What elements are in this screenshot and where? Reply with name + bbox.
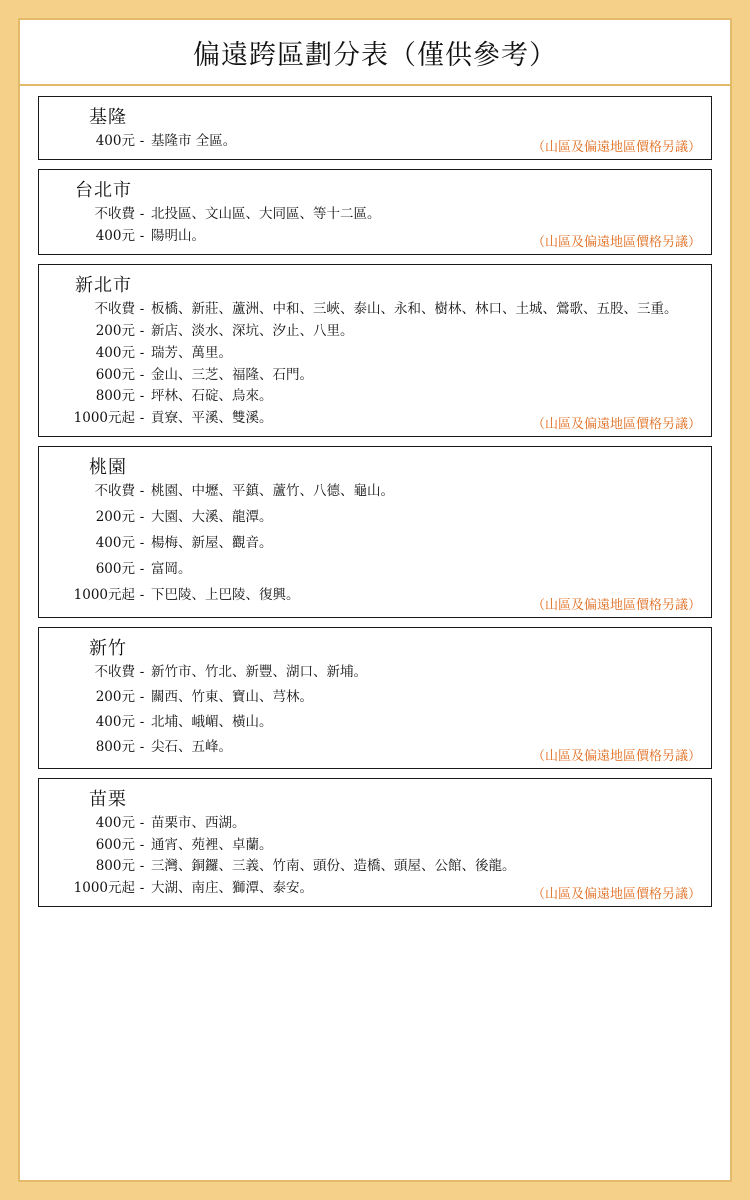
zone-title: 桃園 (89, 457, 127, 479)
dash: - (139, 713, 145, 730)
price-label: 600元 (95, 366, 135, 383)
page-title: 偏遠跨區劃分表（僅供參考） (193, 39, 557, 71)
dash: - (139, 483, 145, 500)
places-label: 富岡。 (151, 561, 192, 578)
dash: - (139, 410, 145, 427)
zone-note: （山區及偏遠地區價格另議） (531, 597, 701, 613)
dash: - (139, 688, 145, 705)
price-table-page (18, 18, 732, 1182)
dash: - (139, 836, 145, 853)
dash: - (139, 663, 145, 680)
price-label: 400元 (95, 535, 135, 552)
zone-title: 苗栗 (89, 788, 127, 810)
places-label: 板橋、新莊、蘆洲、中和、三峽、泰山、永和、樹林、林口、土城、鶯歌、五股、三重。 (151, 300, 678, 317)
price-row (49, 386, 701, 407)
places-label: 金山、三芝、福隆、石門。 (151, 366, 313, 383)
zone-title: 基隆 (89, 107, 127, 128)
price-label: 600元 (95, 836, 135, 853)
dash: - (139, 586, 145, 603)
price-row (49, 687, 701, 708)
dash: - (139, 300, 145, 317)
places-label: 北埔、峨嵋、橫山。 (151, 713, 273, 730)
price-row (49, 204, 701, 225)
price-row (49, 533, 701, 554)
places-label: 貢寮、平溪、雙溪。 (151, 410, 273, 427)
places-label: 新竹市、竹北、新豐、湖口、新埔。 (151, 663, 367, 680)
dash: - (139, 858, 145, 875)
places-label: 大湖、南庄、獅潭、泰安。 (151, 880, 313, 897)
price-label: 800元 (95, 858, 135, 875)
dash: - (139, 814, 145, 831)
price-row (49, 835, 701, 856)
price-label: 1000元起 (73, 410, 135, 427)
zone-card-new-taipei (38, 264, 712, 438)
zone-note: （山區及偏遠地區價格另議） (531, 234, 701, 250)
price-label: 600元 (95, 561, 135, 578)
places-label: 新店、淡水、深坑、汐止、八里。 (151, 322, 354, 339)
dash: - (139, 205, 145, 222)
price-row (49, 321, 701, 342)
price-label: 200元 (95, 509, 135, 526)
zone-note: （山區及偏遠地區價格另議） (531, 417, 701, 433)
places-label: 大園、大溪、龍潭。 (151, 509, 273, 526)
zone-title: 台北市 (75, 179, 132, 201)
zone-card-miaoli (38, 778, 712, 908)
dash: - (139, 344, 145, 361)
dash: - (139, 227, 145, 244)
price-label: 400元 (95, 814, 135, 831)
zone-title: 新北市 (75, 274, 132, 296)
zone-card-taoyuan (38, 446, 712, 618)
places-label: 楊梅、新屋、觀音。 (151, 535, 273, 552)
places-label: 坪林、石碇、烏來。 (151, 388, 273, 405)
price-label: 不收費 (94, 663, 135, 680)
price-label: 400元 (95, 344, 135, 361)
dash: - (139, 388, 145, 405)
dash: - (139, 133, 145, 149)
price-row (49, 813, 701, 834)
price-label: 200元 (95, 322, 135, 339)
zone-rows (49, 481, 701, 606)
zone-note: （山區及偏遠地區價格另議） (531, 887, 701, 903)
dash: - (139, 322, 145, 339)
dash: - (139, 509, 145, 526)
page-header (20, 20, 730, 86)
price-label: 不收費 (94, 483, 135, 500)
dash: - (139, 366, 145, 383)
places-label: 三灣、銅鑼、三義、竹南、頭份、造橋、頭屋、公館、後龍。 (151, 858, 516, 875)
price-row (49, 343, 701, 364)
price-label: 200元 (95, 688, 135, 705)
price-label: 800元 (95, 738, 135, 755)
zone-note: （山區及偏遠地區價格另議） (531, 139, 701, 155)
dash: - (139, 880, 145, 897)
price-row (49, 507, 701, 528)
zone-title: 新竹 (89, 637, 127, 659)
price-row (49, 662, 701, 683)
zone-rows (49, 299, 701, 433)
price-row (49, 856, 701, 877)
places-label: 桃園、中壢、平鎮、蘆竹、八德、龜山。 (151, 483, 394, 500)
places-label: 下巴陵、上巴陵、復興。 (151, 586, 300, 603)
places-label: 苗栗市、西湖。 (151, 814, 246, 831)
price-label: 400元 (95, 713, 135, 730)
zone-rows (49, 662, 701, 758)
places-label: 基隆市 全區。 (151, 133, 237, 149)
price-label: 400元 (95, 227, 135, 244)
zone-card-hsinchu (38, 627, 712, 769)
places-label: 尖石、五峰。 (151, 738, 232, 755)
zones-container (20, 86, 730, 922)
dash: - (139, 561, 145, 578)
price-label: 1000元起 (73, 586, 135, 603)
places-label: 關西、竹東、寶山、芎林。 (151, 688, 313, 705)
dash: - (139, 535, 145, 552)
price-label: 1000元起 (73, 880, 135, 897)
price-row (49, 712, 701, 733)
zone-note: （山區及偏遠地區價格另議） (531, 748, 701, 764)
places-label: 瑞芳、萬里。 (151, 344, 232, 361)
price-row (49, 299, 701, 320)
places-label: 北投區、文山區、大同區、等十二區。 (151, 205, 381, 222)
price-row (49, 481, 701, 502)
price-row (49, 365, 701, 386)
price-row (49, 559, 701, 580)
price-label: 不收費 (94, 205, 135, 222)
price-label: 800元 (95, 388, 135, 405)
dash: - (139, 738, 145, 755)
price-label: 不收費 (94, 300, 135, 317)
places-label: 通宵、苑裡、卓蘭。 (151, 836, 273, 853)
price-label: 400元 (95, 133, 135, 149)
places-label: 陽明山。 (151, 227, 205, 244)
zone-card-keelung (38, 96, 712, 160)
zone-card-taipei (38, 169, 712, 255)
